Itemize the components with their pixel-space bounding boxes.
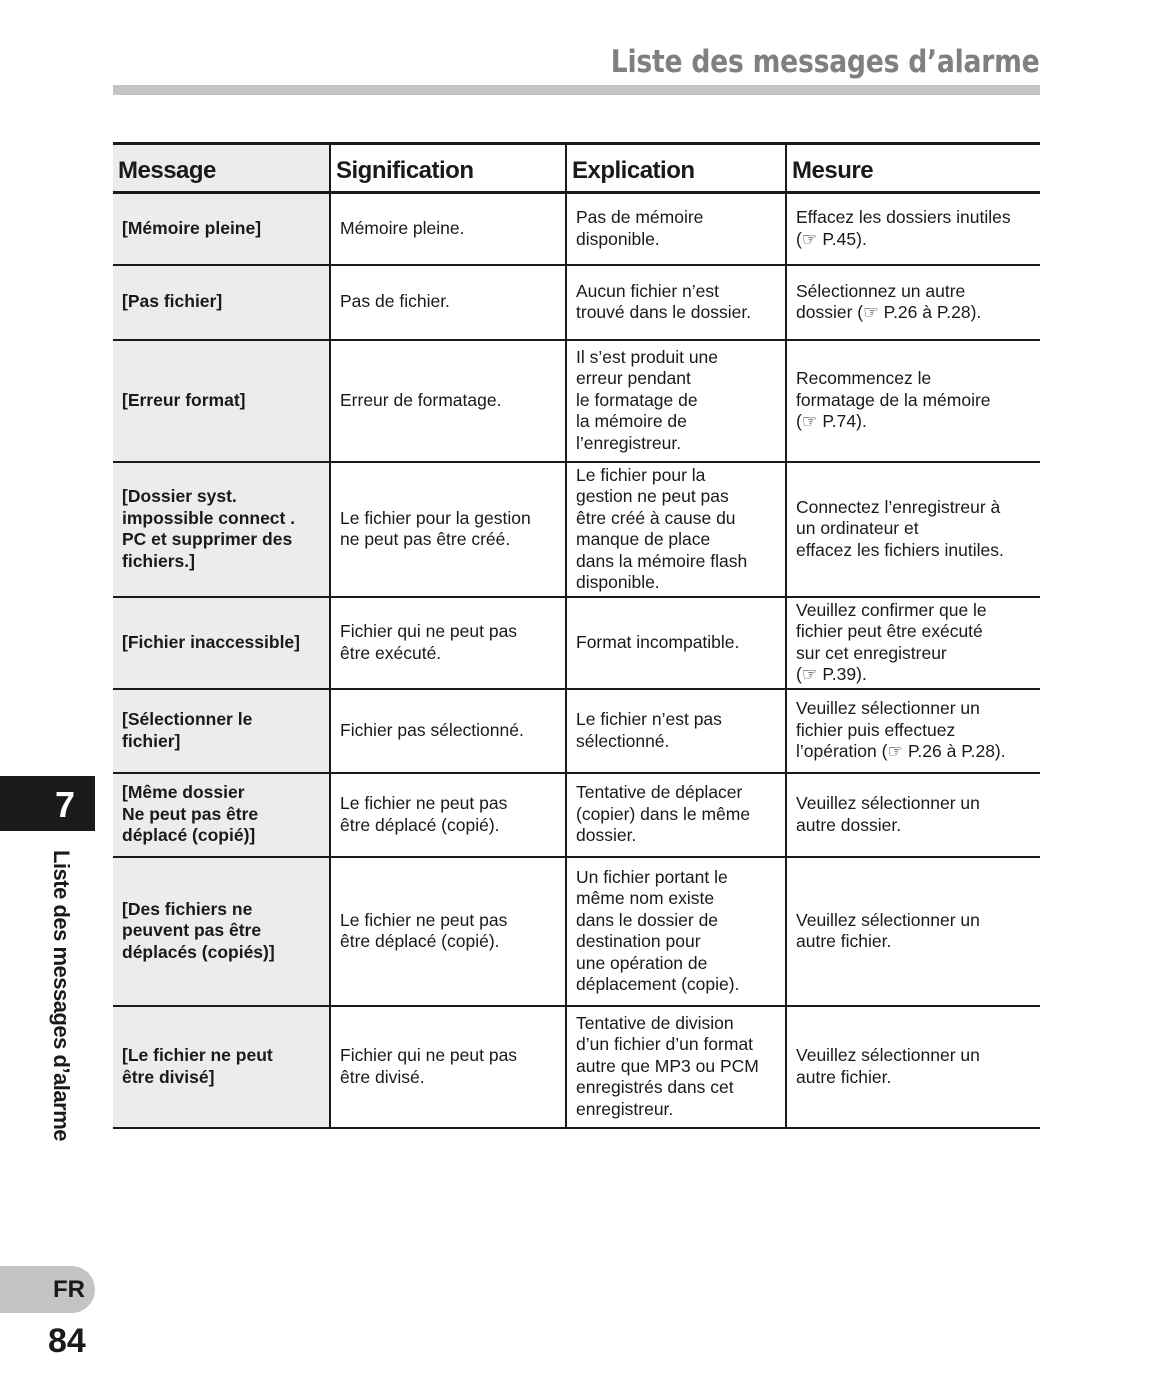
cell-explication: Aucun fichier n’est trouvé dans le dossier. (566, 265, 786, 340)
cell-mesure: Veuillez sélectionner un autre fichier. (786, 1006, 1040, 1128)
cell-explication: Tentative de division d’un fichier d’un format autre que MP3 ou PCM enregistrés dans cet enregistreur. (566, 1006, 786, 1128)
cell-explication: Pas de mémoire disponible. (566, 193, 786, 265)
table-row (113, 340, 1040, 462)
cell-explication: Il s’est produit une erreur pendant le formatage de la mémoire de l’enregistreur. (566, 340, 786, 462)
cell-signification: Pas de fichier. (330, 265, 566, 340)
table-row (113, 462, 1040, 597)
cell-signification: Le fichier ne peut pas être déplacé (copié). (330, 773, 566, 857)
cell-explication: Un fichier portant le même nom existe dans le dossier de destination pour une opération de déplacement (copie). (566, 857, 786, 1006)
cell-explication: Tentative de déplacer (copier) dans le même dossier. (566, 773, 786, 857)
table-header-row (113, 144, 1040, 193)
cell-mesure: Sélectionnez un autre dossier (☞ P.26 à P.28). (786, 265, 1040, 340)
cell-message: [Des fichiers ne peuvent pas être déplacés (copiés)] (113, 857, 330, 1006)
cell-explication: Le fichier n’est pas sélectionné. (566, 689, 786, 773)
cell-message: [Erreur format] (113, 340, 330, 462)
cell-signification: Le fichier ne peut pas être déplacé (copié). (330, 857, 566, 1006)
table-row (113, 597, 1040, 689)
cell-message: [Même dossier Ne peut pas être déplacé (copié)] (113, 773, 330, 857)
column-header-explication: Explication (566, 144, 786, 193)
cell-signification: Le fichier pour la gestion ne peut pas être créé. (330, 462, 566, 597)
cell-mesure: Effacez les dossiers inutiles (☞ P.45). (786, 193, 1040, 265)
language-tab: FR (0, 1266, 95, 1313)
cell-message: [Fichier inaccessible] (113, 597, 330, 689)
cell-explication: Le fichier pour la gestion ne peut pas être créé à cause du manque de place dans la mémoire flash disponible. (566, 462, 786, 597)
cell-signification: Fichier qui ne peut pas être divisé. (330, 1006, 566, 1128)
page-title: Liste des messages d’alarme (610, 44, 1039, 80)
cell-signification: Fichier pas sélectionné. (330, 689, 566, 773)
cell-mesure: Veuillez sélectionner un autre fichier. (786, 857, 1040, 1006)
cell-mesure: Recommencez le formatage de la mémoire (☞ P.74). (786, 340, 1040, 462)
table-row (113, 773, 1040, 857)
cell-message: [Pas fichier] (113, 265, 330, 340)
cell-message: [Le fichier ne peut être divisé] (113, 1006, 330, 1128)
page-number: 84 (48, 1322, 86, 1360)
alarm-messages-table (113, 142, 1040, 1129)
cell-mesure: Veuillez sélectionner un autre dossier. (786, 773, 1040, 857)
cell-signification: Erreur de formatage. (330, 340, 566, 462)
cell-signification: Fichier qui ne peut pas être exécuté. (330, 597, 566, 689)
chapter-side-label: Liste des messages d’alarme (49, 850, 74, 1141)
title-divider (113, 85, 1040, 95)
table-row (113, 857, 1040, 1006)
column-header-signification: Signification (330, 144, 566, 193)
cell-explication: Format incompatible. (566, 597, 786, 689)
cell-signification: Mémoire pleine. (330, 193, 566, 265)
cell-message: [Dossier syst. impossible connect . PC et supprimer des fichiers.] (113, 462, 330, 597)
cell-mesure: Veuillez sélectionner un fichier puis effectuez l’opération (☞ P.26 à P.28). (786, 689, 1040, 773)
table-row (113, 689, 1040, 773)
cell-mesure: Connectez l’enregistreur à un ordinateur et effacez les fichiers inutiles. (786, 462, 1040, 597)
table-row (113, 193, 1040, 265)
cell-mesure: Veuillez confirmer que le fichier peut être exécuté sur cet enregistreur (☞ P.39). (786, 597, 1040, 689)
chapter-tab: 7 (0, 776, 95, 831)
cell-message: [Sélectionner le fichier] (113, 689, 330, 773)
table-row (113, 1006, 1040, 1128)
cell-message: [Mémoire pleine] (113, 193, 330, 265)
column-header-mesure: Mesure (786, 144, 1040, 193)
table-row (113, 265, 1040, 340)
column-header-message: Message (113, 144, 330, 193)
